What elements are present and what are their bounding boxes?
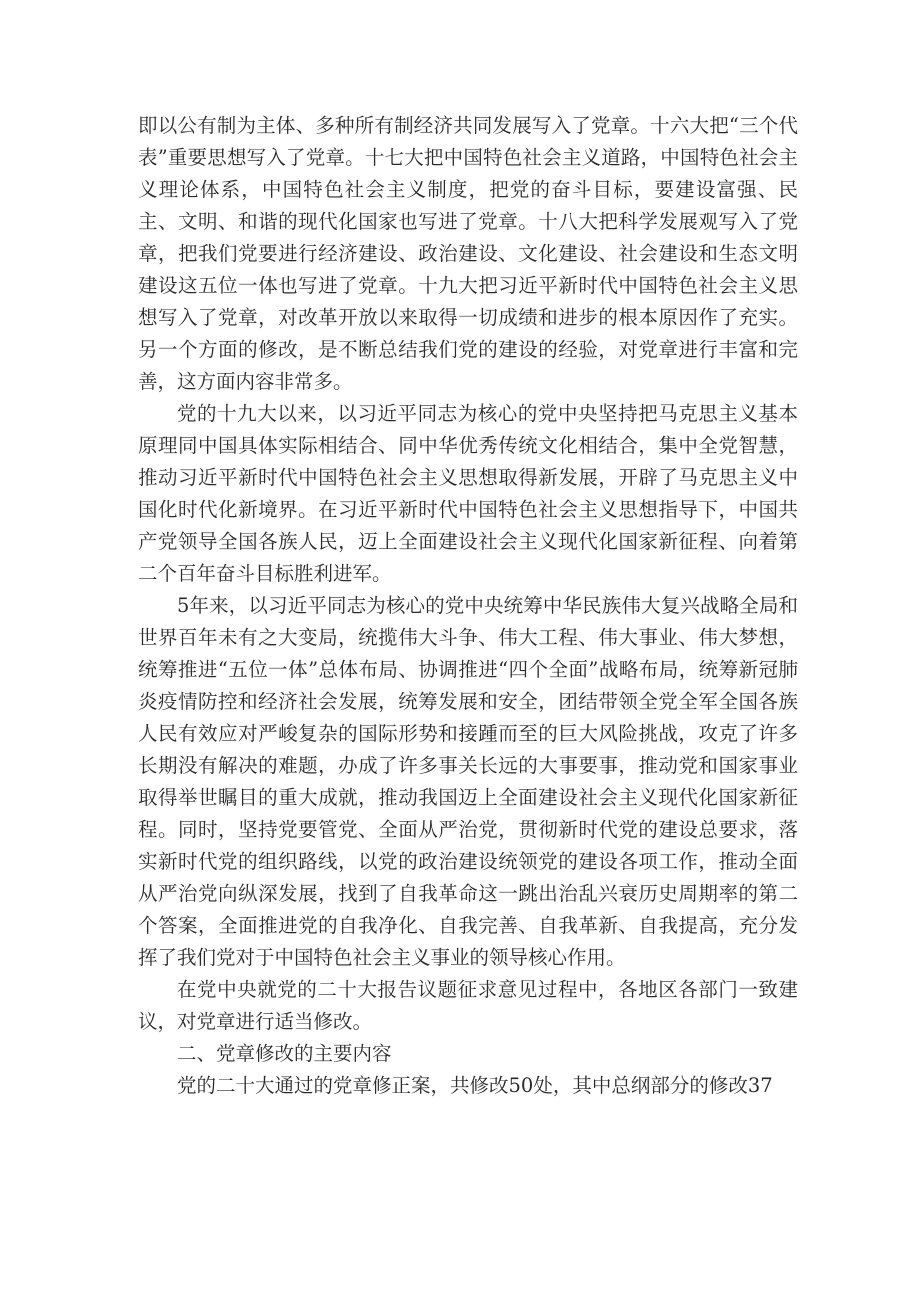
document-body	[138, 110, 798, 1102]
section-heading-main-content: 二、党章修改的主要内容	[177, 1042, 392, 1065]
paragraph-amendment-count: 党的二十大通过的党章修正案，共修改50处，其中总纲部分的修改37	[177, 1074, 773, 1097]
paragraph-since-19th-congress: 党的十九大以来，以习近平同志为核心的党中央坚持把马克思主义基本原理同中国具体实际相结合、同中华优秀传统文化相结合，集中全党智慧，推动习近平新时代中国特色社会主义思想取得新发展，开辟了马克思主义中国化时代化新境界。在习近平新时代中国特色社会主义思想指导下，中国共产党领导全国各族人民，迈上全面建设社会主义现代化国家新征程、向着第二个百年奋斗目标胜利进军。	[138, 402, 798, 585]
paragraph-party-constitution-history: 即以公有制为主体、多种所有制经济共同发展写入了党章。十六大把“三个代表”重要思想写入了党章。十七大把中国特色社会主义道路，中国特色社会主义理论体系，中国特色社会主义制度，把党的奋斗目标，要建设富强、民主、文明、和谐的现代化国家也写进了党章。十八大把科学发展观写入了党章，把我们党要进行经济建设、政治建设、文化建设、社会建设和生态文明建设这五位一体也写进了党章。十九大把习近平新时代中国特色社会主义思想写入了党章，对改革开放以来取得一切成绩和进步的根本原因作了充实。另一个方面的修改，是不断总结我们党的建设的经验，对党章进行丰富和完善，这方面内容非常多。	[138, 114, 798, 393]
paragraph-amendment-suggestion: 在党中央就党的二十大报告议题征求意见过程中，各地区各部门一致建议，对党章进行适当修改。	[138, 978, 798, 1033]
paragraph-five-years: 5年来，以习近平同志为核心的党中央统筹中华民族伟大复兴战略全局和世界百年未有之大变局，统揽伟大斗争、伟大工程、伟大事业、伟大梦想，统筹推进“五位一体”总体布局、协调推进“四个全面”战略布局，统筹新冠肺炎疫情防控和经济社会发展，统筹发展和安全，团结带领全党全军全国各族人民有效应对严峻复杂的国际形势和接踵而至的巨大风险挑战，攻克了许多长期没有解决的难题，办成了许多事关长远的大事要事，推动党和国家事业取得举世瞩目的重大成就，推动我国迈上全面建设社会主义现代化国家新征程。同时，坚持党要管党、全面从严治党，贯彻新时代党的建设总要求，落实新时代党的组织路线，以党的政治建设统领党的建设各项工作，推动全面从严治党向纵深发展，找到了自我革命这一跳出治乱兴衰历史周期率的第二个答案，全面推进党的自我净化、自我完善、自我革新、自我提高，充分发挥了我们党对于中国特色社会主义事业的领导核心作用。	[138, 594, 798, 969]
